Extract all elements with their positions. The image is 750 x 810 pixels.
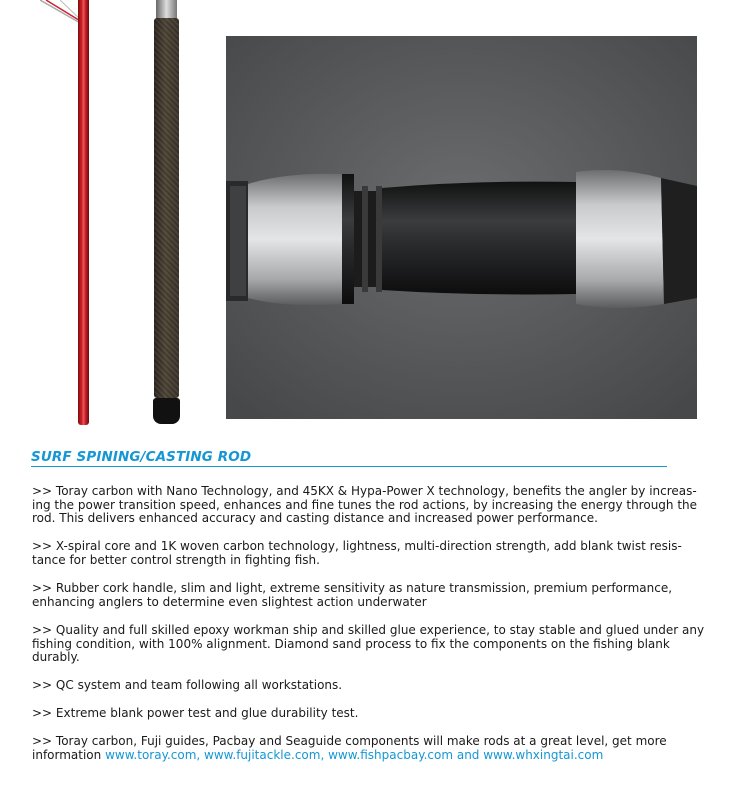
text-line: >> Toray carbon with Nano Technology, and 45KX & Hypa-Power X technology, benefits the angler by increas- <box>32 484 697 498</box>
rod-reel-seat-image <box>156 0 177 20</box>
paragraph-x-spiral <box>32 540 722 567</box>
text-line: fishing condition, with 100% alignment. Diamond sand process to fix the components on the fishing blank <box>32 636 670 651</box>
text-line: >> Toray carbon, Fuji guides, Pacbay and Seaguide components will make rods at a great level, get more <box>32 734 667 748</box>
text-line: >> Quality and full skilled epoxy workman ship and skilled glue experience, to stay stable and glued under any <box>32 623 705 637</box>
rod-handle-grip-image <box>154 18 179 398</box>
rod-handle-closeup-photo <box>226 36 697 419</box>
rod-butt-cap-image <box>153 398 180 424</box>
text-line: information <box>32 747 106 762</box>
text-line: durably. <box>32 650 80 665</box>
paragraph-epoxy-quality <box>32 624 722 665</box>
text-line: >> X-spiral core and 1K woven carbon technology, lightness, multi-direction strength, add blank twist resis- <box>32 539 682 553</box>
paragraph-qc-system <box>32 679 722 693</box>
paragraph-components <box>32 735 722 762</box>
handle-closeup-illustration <box>226 36 697 419</box>
text-line: ing the power transition speed, enhances and fine tunes the rod actions, by increasing the energy through the <box>32 497 698 512</box>
website-links[interactable]: www.toray.com, www.fujitackle.com, www.fishpacbay.com and www.whxingtai.com <box>105 747 604 762</box>
heading-underline-divider <box>31 466 667 467</box>
text-line: tance for better control strength in fighting fish. <box>32 552 320 567</box>
text-line: >> QC system and team following all workstations. <box>32 678 343 692</box>
paragraph-toray-nano <box>32 485 722 526</box>
text-line: rod. This delivers enhanced accuracy and casting distance and increased power performance. <box>32 511 598 526</box>
text-line: >> Extreme blank power test and glue durability test. <box>32 706 359 720</box>
paragraph-rubber-cork <box>32 582 722 609</box>
text-line: enhancing anglers to determine even slightest action underwater <box>32 594 427 609</box>
paragraph-power-test <box>32 707 722 721</box>
red-rod-blank-image <box>78 0 89 425</box>
section-heading: SURF SPINING/CASTING ROD <box>31 449 252 465</box>
text-line: >> Rubber cork handle, slim and light, extreme sensitivity as nature transmission, premium performance, <box>32 581 673 595</box>
